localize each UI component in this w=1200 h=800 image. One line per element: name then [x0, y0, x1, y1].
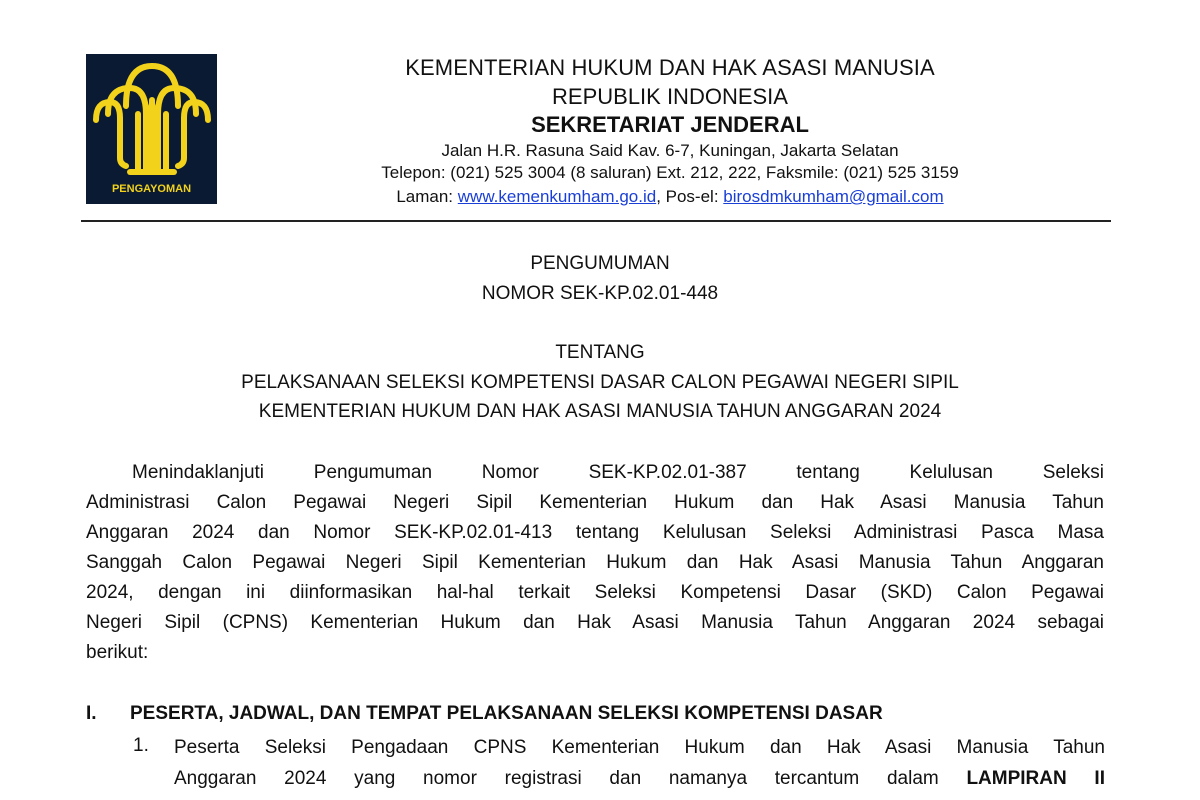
pengayoman-logo — [86, 54, 217, 204]
paragraph-line: Sanggah Calon Pegawai Negeri Sipil Kementerian Hukum dan Hak Asasi Manusia Tahun Anggaran — [86, 552, 1104, 573]
announcement-number: NOMOR SEK-KP.02.01-448 — [481, 283, 719, 304]
list-item-line: Peserta Seleksi Pengadaan CPNS Kementerian Hukum dan Hak Asasi Manusia Tahun — [174, 737, 1105, 758]
attachment-reference: LAMPIRAN II — [966, 768, 1105, 789]
office-contacts — [230, 187, 1110, 207]
paragraph-line: Negeri Sipil (CPNS) Kementerian Hukum dan Hak Asasi Manusia Tahun Anggaran 2024 sebagai — [86, 612, 1104, 633]
paragraph-line: Administrasi Calon Pegawai Negeri Sipil Kementerian Hukum dan Hak Asasi Manusia Tahun — [86, 492, 1104, 513]
email-link[interactable]: birosdmkumham@gmail.com — [723, 187, 944, 206]
section-number: I. — [86, 703, 97, 724]
republic-name: REPUBLIK INDONESIA — [552, 84, 788, 109]
website-link[interactable]: www.kemenkumham.go.id — [457, 187, 657, 206]
announcement-about: TENTANG — [555, 342, 645, 363]
banyan-tree-emblem-icon — [86, 54, 217, 204]
paragraph-line: 2024, dengan ini diinformasikan hal-hal terkait Seleksi Kompetensi Dasar (SKD) Calon Pegawai — [86, 582, 1104, 603]
email-prefix: , Pos-el: — [656, 187, 724, 206]
web-prefix: Laman: — [396, 187, 458, 206]
list-item-line-text: Anggaran 2024 yang nomor registrasi dan namanya tercantum dalam — [174, 768, 967, 789]
office-phone: Telepon: (021) 525 3004 (8 saluran) Ext. 212, 222, Faksmile: (021) 525 3159 — [381, 163, 959, 182]
section-title: PESERTA, JADWAL, DAN TEMPAT PELAKSANAAN SELEKSI KOMPETENSI DASAR — [130, 703, 883, 724]
logo-label: PENGAYOMAN — [111, 183, 192, 195]
list-item-line — [174, 763, 1105, 794]
office-address: Jalan H.R. Rasuna Said Kav. 6-7, Kuningan, Jakarta Selatan — [441, 141, 899, 160]
paragraph-line: Anggaran 2024 dan Nomor SEK-KP.02.01-413 tentang Kelulusan Seleksi Administrasi Pasca Masa — [86, 522, 1104, 543]
letterhead-divider — [81, 220, 1111, 222]
announcement-subject-line-1: PELAKSANAAN SELEKSI KOMPETENSI DASAR CALON PEGAWAI NEGERI SIPIL — [241, 372, 959, 393]
list-item-text — [174, 732, 1105, 794]
secretariat-name: SEKRETARIAT JENDERAL — [531, 112, 809, 137]
ministry-name: KEMENTERIAN HUKUM DAN HAK ASASI MANUSIA — [405, 55, 935, 80]
list-item-number: 1. — [133, 735, 149, 756]
announcement-subject-line-2: KEMENTERIAN HUKUM DAN HAK ASASI MANUSIA TAHUN ANGGARAN 2024 — [258, 401, 942, 422]
paragraph-line: Menindaklanjuti Pengumuman Nomor SEK-KP.02.01-387 tentang Kelulusan Seleksi — [132, 462, 1104, 483]
paragraph-line: berikut: — [86, 642, 149, 663]
intro-paragraph — [86, 458, 1104, 668]
announcement-heading: PENGUMUMAN — [530, 253, 670, 274]
